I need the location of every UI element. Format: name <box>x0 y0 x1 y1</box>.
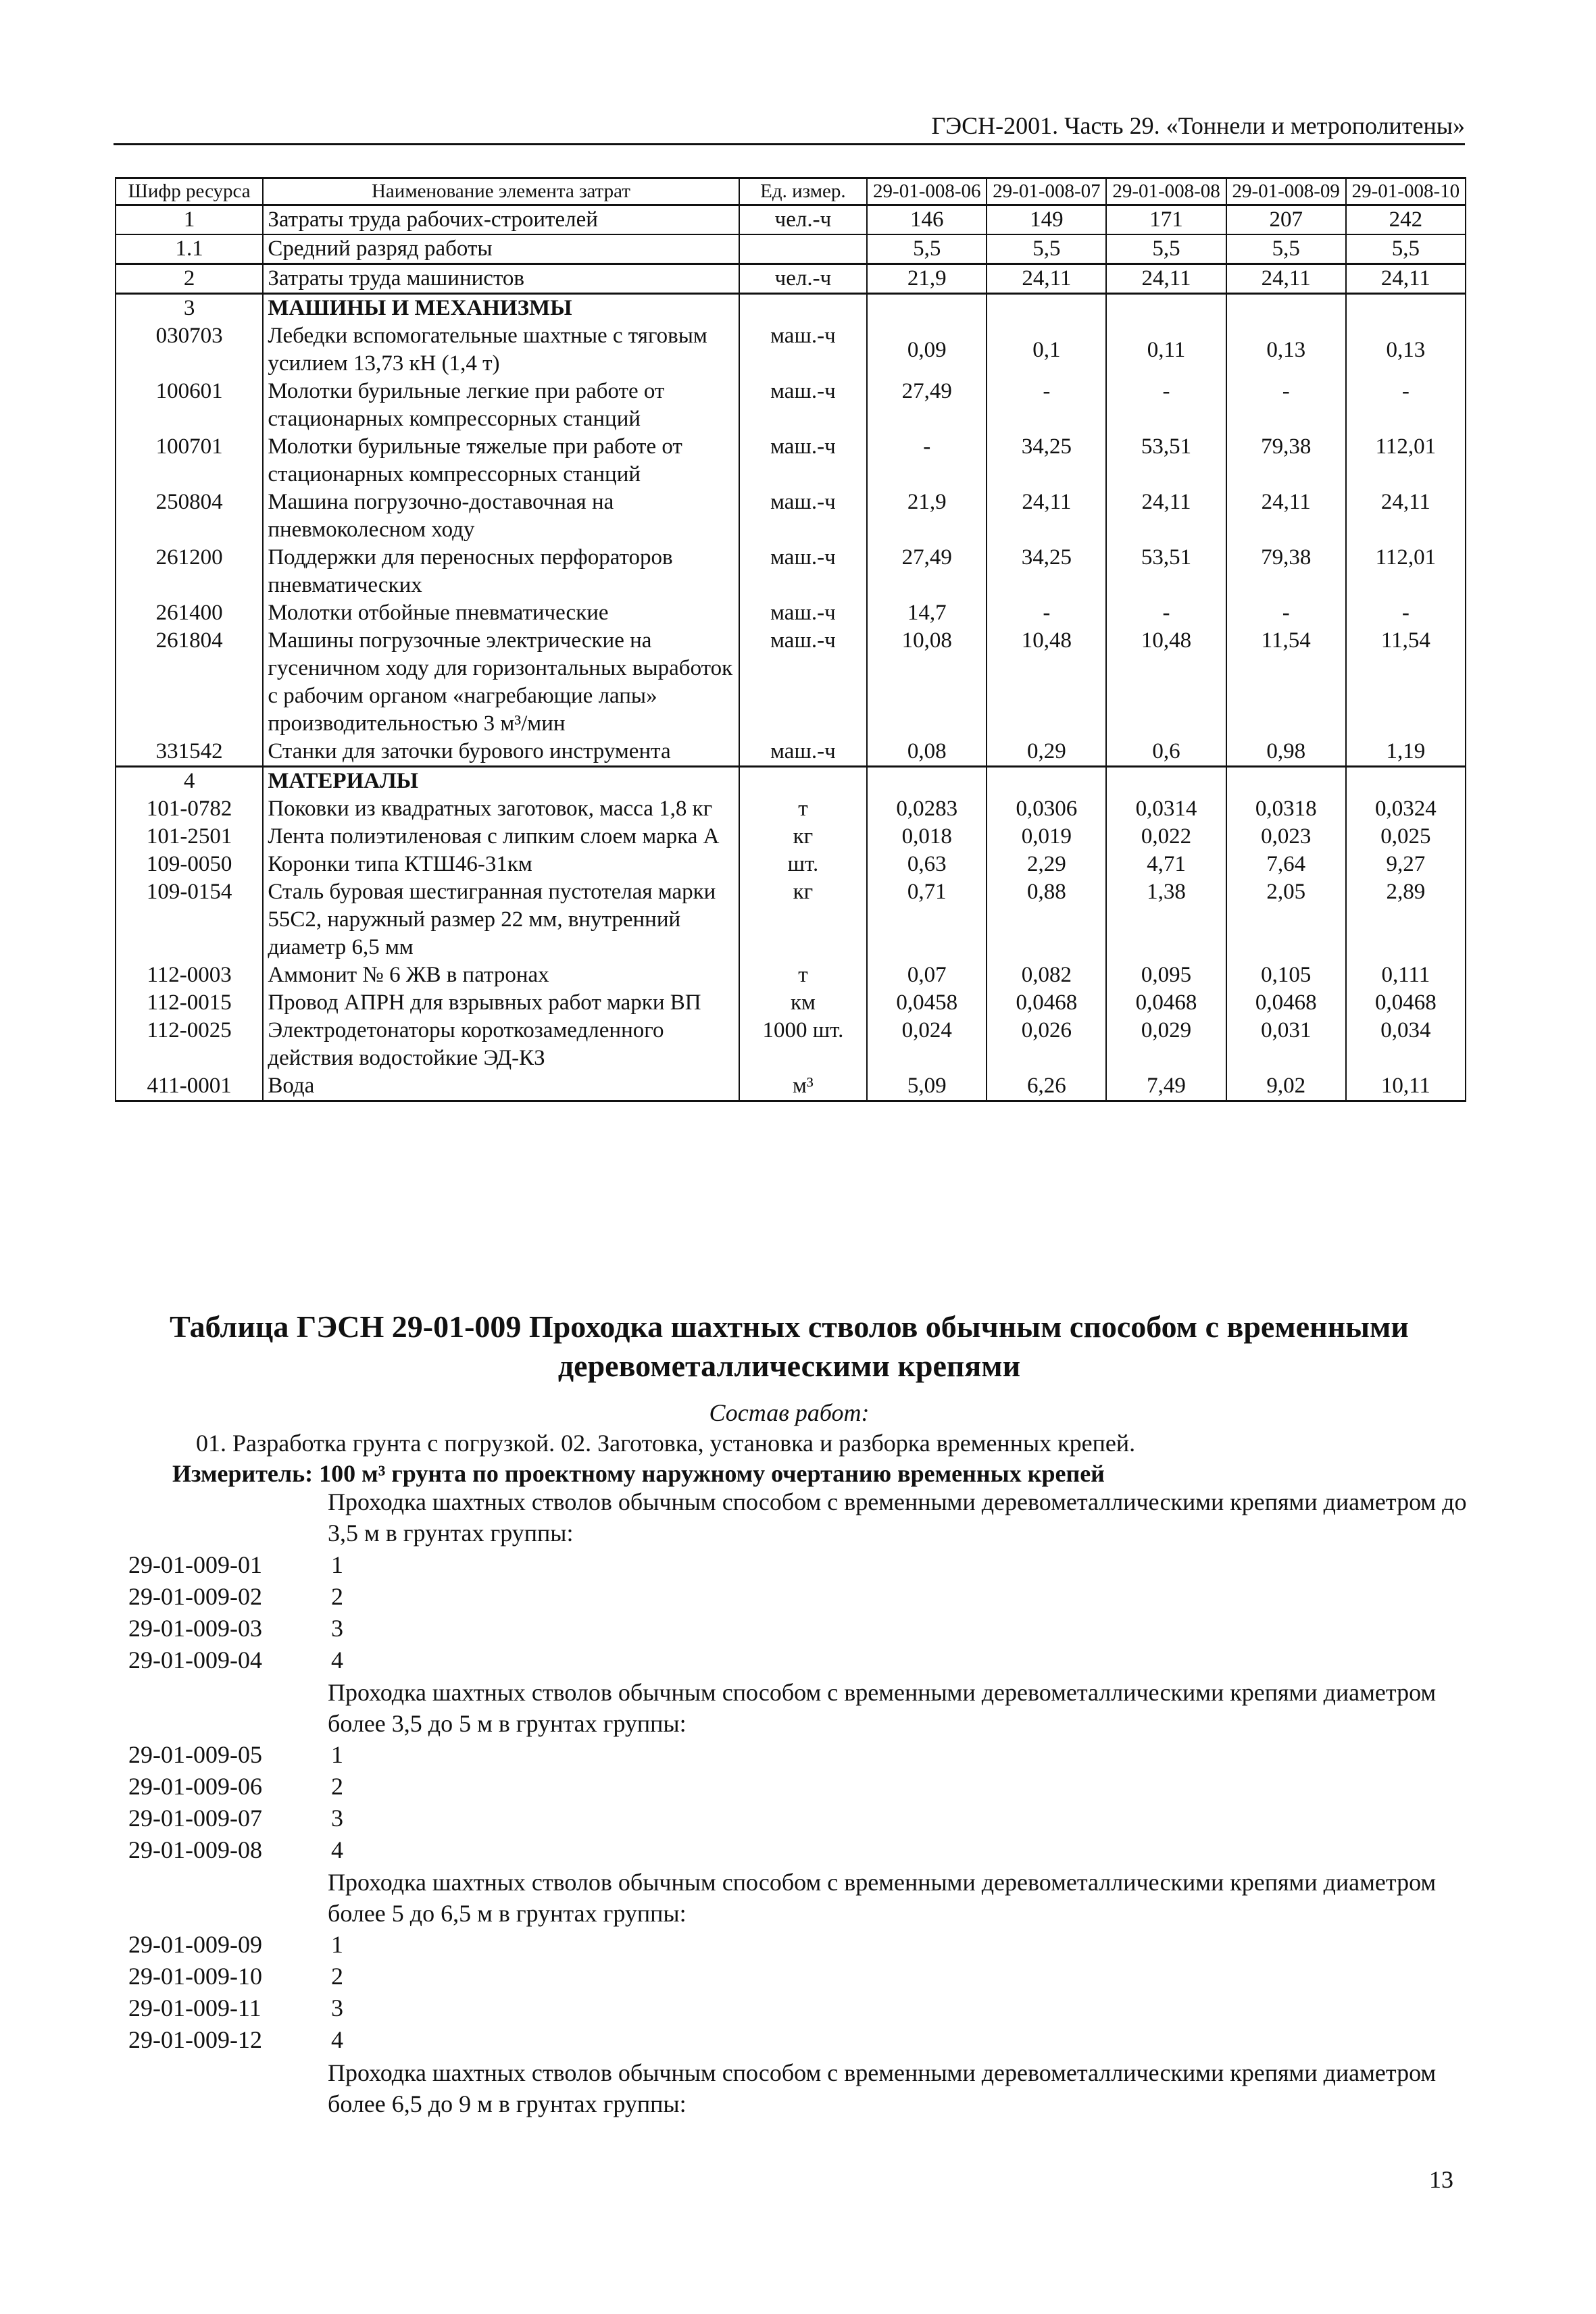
item-value: 2 <box>331 1963 343 1990</box>
list-item <box>128 2026 343 2054</box>
table-row <box>116 322 1466 378</box>
cell-value: 0,11 <box>1106 322 1226 378</box>
cell-value: 0,0283 <box>867 795 987 823</box>
cell-value: - <box>1106 599 1226 627</box>
cell-value: 2,89 <box>1346 878 1466 961</box>
cell-name: Машины погрузочные электрические на гусеничном ходу для горизонтальных выработок с рабочим органом «нагребающие лапы» производительностью 3 м³/мин <box>263 627 739 738</box>
cell-value: 2,05 <box>1226 878 1346 961</box>
table-row <box>116 878 1466 961</box>
cell-name: Вода <box>263 1072 739 1101</box>
cell-unit: маш.-ч <box>739 599 868 627</box>
cell-value: 242 <box>1346 205 1466 235</box>
cell-value <box>867 294 987 323</box>
table-row <box>116 378 1466 433</box>
cell-value: 5,5 <box>867 234 987 264</box>
table-row <box>116 989 1466 1017</box>
cell-value: 24,11 <box>1346 264 1466 294</box>
cell-value: 112,01 <box>1346 433 1466 488</box>
item-value: 1 <box>331 1551 343 1578</box>
cell-code: 261400 <box>116 599 263 627</box>
cell-value: 5,5 <box>987 234 1106 264</box>
cell-value: 27,49 <box>867 378 987 433</box>
item-code: 29-01-009-11 <box>128 1994 261 2021</box>
cell-name: Аммонит № 6 ЖВ в патронах <box>263 961 739 989</box>
cell-unit <box>739 767 868 796</box>
cell-unit: маш.-ч <box>739 488 868 544</box>
cell-name: Станки для заточки бурового инструмента <box>263 738 739 767</box>
cell-name: Затраты труда рабочих-строителей <box>263 205 739 235</box>
cell-code: 101-0782 <box>116 795 263 823</box>
list-item <box>128 1772 343 1801</box>
table-row <box>116 823 1466 851</box>
cell-value: 10,08 <box>867 627 987 738</box>
table-row <box>116 205 1466 235</box>
cell-unit: маш.-ч <box>739 433 868 488</box>
cell-name: МАТЕРИАЛЫ <box>263 767 739 796</box>
item-value: 3 <box>331 1615 343 1642</box>
cell-value: 207 <box>1226 205 1346 235</box>
cell-value: 0,0324 <box>1346 795 1466 823</box>
cell-value: 24,11 <box>987 488 1106 544</box>
cell-value: 1,38 <box>1106 878 1226 961</box>
cell-value: 21,9 <box>867 264 987 294</box>
cell-code: 411-0001 <box>116 1072 263 1101</box>
cell-value: 34,25 <box>987 433 1106 488</box>
cell-value: 7,49 <box>1106 1072 1226 1101</box>
cell-code: 109-0154 <box>116 878 263 961</box>
cell-value: 0,6 <box>1106 738 1226 767</box>
table-row <box>116 1072 1466 1101</box>
header-col-5: 29-01-008-10 <box>1346 178 1466 205</box>
cell-code: 250804 <box>116 488 263 544</box>
item-code: 29-01-009-12 <box>128 2026 262 2053</box>
item-code: 29-01-009-10 <box>128 1963 262 1990</box>
list-item <box>128 1836 343 1864</box>
composition-label: Состав работ: <box>709 1399 870 1426</box>
cell-value: 11,54 <box>1346 627 1466 738</box>
section-title: Таблица ГЭСН 29-01-009 Проходка шахтных стволов обычным способом с временными деревометаллическими крепями <box>170 1309 1409 1383</box>
cell-code: 261200 <box>116 544 263 599</box>
table-row <box>116 544 1466 599</box>
cell-value: 0,13 <box>1226 322 1346 378</box>
cell-value: 0,025 <box>1346 823 1466 851</box>
cell-value: 27,49 <box>867 544 987 599</box>
cell-value: 10,48 <box>987 627 1106 738</box>
table-row <box>116 795 1466 823</box>
cell-value: 10,11 <box>1346 1072 1466 1101</box>
list-item <box>128 1551 343 1579</box>
cell-code: 4 <box>116 767 263 796</box>
cell-value: - <box>1226 378 1346 433</box>
cell-value: 0,29 <box>987 738 1106 767</box>
list-item <box>128 1930 343 1959</box>
cell-value: 9,02 <box>1226 1072 1346 1101</box>
cell-unit: маш.-ч <box>739 544 868 599</box>
cell-value: 14,7 <box>867 599 987 627</box>
cell-value: 0,034 <box>1346 1017 1466 1072</box>
cell-code: 3 <box>116 294 263 323</box>
cell-name: Сталь буровая шестигранная пустотелая марки 55С2, наружный размер 22 мм, внутренний диаметр 6,5 мм <box>263 878 739 961</box>
cell-value: 0,98 <box>1226 738 1346 767</box>
cell-name: МАШИНЫ И МЕХАНИЗМЫ <box>263 294 739 323</box>
cell-name: Молотки отбойные пневматические <box>263 599 739 627</box>
cell-code: 109-0050 <box>116 851 263 878</box>
item-value: 4 <box>331 1646 343 1674</box>
cell-value: 0,111 <box>1346 961 1466 989</box>
cell-name: Машина погрузочно-доставочная на пневмоколесном ходу <box>263 488 739 544</box>
header-col-4: 29-01-008-09 <box>1226 178 1346 205</box>
item-value: 3 <box>331 1994 343 2021</box>
group-description: Проходка шахтных стволов обычным способом с временными деревометаллическими крепями диаметром более 6,5 до 9 м в грунтах группы: <box>328 2059 1437 2117</box>
header-code: Шифр ресурса <box>116 178 263 205</box>
item-code: 29-01-009-06 <box>128 1773 262 1800</box>
cell-unit: маш.-ч <box>739 322 868 378</box>
resource-table <box>115 177 1466 1102</box>
cell-value: 0,0306 <box>987 795 1106 823</box>
table-row <box>116 738 1466 767</box>
cell-value: 5,5 <box>1226 234 1346 264</box>
cell-value: 0,0468 <box>1106 989 1226 1017</box>
cell-value <box>1226 294 1346 323</box>
cell-value: 0,0468 <box>1226 989 1346 1017</box>
cell-name: Молотки бурильные тяжелые при работе от стационарных компрессорных станций <box>263 433 739 488</box>
cell-value <box>867 767 987 796</box>
cell-value: 0,71 <box>867 878 987 961</box>
cell-value: 24,11 <box>1226 264 1346 294</box>
list-item <box>128 1740 343 1769</box>
cell-value: 24,11 <box>1106 264 1226 294</box>
cell-name: Коронки типа КТШ46-31км <box>263 851 739 878</box>
cell-name: Поковки из квадратных заготовок, масса 1,8 кг <box>263 795 739 823</box>
cell-value: 5,5 <box>1346 234 1466 264</box>
item-code: 29-01-009-03 <box>128 1615 262 1642</box>
group-description: Проходка шахтных стволов обычным способом с временными деревометаллическими крепями диаметром более 5 до 6,5 м в грунтах группы: <box>328 1869 1437 1927</box>
cell-value: 6,26 <box>987 1072 1106 1101</box>
cell-unit: т <box>739 795 868 823</box>
cell-name: Электродетонаторы короткозамедленного действия водостойкие ЭД-КЗ <box>263 1017 739 1072</box>
item-code: 29-01-009-08 <box>128 1836 262 1863</box>
cell-code: 101-2501 <box>116 823 263 851</box>
cell-code: 1 <box>116 205 263 235</box>
cell-code: 100601 <box>116 378 263 433</box>
cell-value <box>1346 294 1466 323</box>
cell-code: 2 <box>116 264 263 294</box>
cell-value: 149 <box>987 205 1106 235</box>
table-row <box>116 851 1466 878</box>
cell-value: 0,0458 <box>867 989 987 1017</box>
cell-value: 0,095 <box>1106 961 1226 989</box>
table-row <box>116 488 1466 544</box>
cell-value: 0,0314 <box>1106 795 1226 823</box>
cell-value: - <box>987 599 1106 627</box>
item-code: 29-01-009-09 <box>128 1931 262 1958</box>
cell-value <box>1346 767 1466 796</box>
table-row <box>116 1017 1466 1072</box>
item-value: 1 <box>331 1741 343 1768</box>
header-col-3: 29-01-008-08 <box>1106 178 1226 205</box>
cell-value: 24,11 <box>1346 488 1466 544</box>
cell-value: 0,13 <box>1346 322 1466 378</box>
cell-value <box>1106 767 1226 796</box>
header-col-2: 29-01-008-07 <box>987 178 1106 205</box>
cell-code: 1.1 <box>116 234 263 264</box>
list-item <box>128 1994 343 2022</box>
cell-value: - <box>1346 599 1466 627</box>
cell-unit <box>739 234 868 264</box>
cell-value: 0,019 <box>987 823 1106 851</box>
cell-value: 5,09 <box>867 1072 987 1101</box>
cell-value: 0,0318 <box>1226 795 1346 823</box>
table-row <box>116 433 1466 488</box>
cell-unit <box>739 294 868 323</box>
group-description: Проходка шахтных стволов обычным способом с временными деревометаллическими крепями диаметром до 3,5 м в грунтах группы: <box>328 1488 1467 1546</box>
table-row <box>116 961 1466 989</box>
cell-unit: 1000 шт. <box>739 1017 868 1072</box>
cell-value: 10,48 <box>1106 627 1226 738</box>
cell-unit: маш.-ч <box>739 378 868 433</box>
cell-code: 100701 <box>116 433 263 488</box>
cell-value: 11,54 <box>1226 627 1346 738</box>
item-value: 2 <box>331 1773 343 1800</box>
cell-value: 5,5 <box>1106 234 1226 264</box>
cell-value: 0,026 <box>987 1017 1106 1072</box>
list-item <box>128 1962 343 1990</box>
cell-unit: т <box>739 961 868 989</box>
cell-value: 53,51 <box>1106 544 1226 599</box>
cell-value: 0,023 <box>1226 823 1346 851</box>
cell-value: 0,031 <box>1226 1017 1346 1072</box>
cell-name: Провод АПРН для взрывных работ марки ВП <box>263 989 739 1017</box>
cell-value: 0,082 <box>987 961 1106 989</box>
cell-code: 112-0015 <box>116 989 263 1017</box>
cell-value: - <box>1226 599 1346 627</box>
cell-value: 79,38 <box>1226 433 1346 488</box>
cell-code: 331542 <box>116 738 263 767</box>
cell-value: 0,88 <box>987 878 1106 961</box>
table-header-row <box>116 178 1466 205</box>
table-row <box>116 599 1466 627</box>
cell-value <box>1106 294 1226 323</box>
cell-value: 7,64 <box>1226 851 1346 878</box>
cell-unit: м³ <box>739 1072 868 1101</box>
cell-name: Молотки бурильные легкие при работе от стационарных компрессорных станций <box>263 378 739 433</box>
cell-value: 21,9 <box>867 488 987 544</box>
cell-value: 0,022 <box>1106 823 1226 851</box>
cell-value: 0,0468 <box>987 989 1106 1017</box>
cell-code: 030703 <box>116 322 263 378</box>
item-value: 1 <box>331 1931 343 1958</box>
item-value: 3 <box>331 1805 343 1832</box>
list-item <box>128 1614 343 1642</box>
item-code: 29-01-009-07 <box>128 1805 262 1832</box>
cell-value: 0,0468 <box>1346 989 1466 1017</box>
cell-value: 112,01 <box>1346 544 1466 599</box>
cell-value: 2,29 <box>987 851 1106 878</box>
header-unit: Ед. измер. <box>739 178 868 205</box>
cell-value: 0,024 <box>867 1017 987 1072</box>
list-item <box>128 1582 343 1611</box>
item-value: 4 <box>331 1836 343 1863</box>
cell-value: - <box>987 378 1106 433</box>
cell-value: 146 <box>867 205 987 235</box>
cell-value: 24,11 <box>1106 488 1226 544</box>
cell-name: Лебедки вспомогательные шахтные с тяговым усилием 13,73 кН (1,4 т) <box>263 322 739 378</box>
cell-value: 24,11 <box>1226 488 1346 544</box>
cell-value <box>1226 767 1346 796</box>
page-number: 13 <box>1429 2166 1453 2193</box>
cell-value: 0,63 <box>867 851 987 878</box>
cell-value: 0,09 <box>867 322 987 378</box>
cell-unit: чел.-ч <box>739 205 868 235</box>
cell-value: 0,08 <box>867 738 987 767</box>
cell-value: 0,018 <box>867 823 987 851</box>
group-description: Проходка шахтных стволов обычным способом с временными деревометаллическими крепями диаметром более 3,5 до 5 м в грунтах группы: <box>328 1679 1437 1737</box>
cell-name: Поддержки для переносных перфораторов пневматических <box>263 544 739 599</box>
cell-value: 79,38 <box>1226 544 1346 599</box>
cell-value: - <box>1106 378 1226 433</box>
cell-code: 112-0003 <box>116 961 263 989</box>
cell-name: Затраты труда машинистов <box>263 264 739 294</box>
cell-value: 0,029 <box>1106 1017 1226 1072</box>
cell-value <box>987 767 1106 796</box>
cell-value: 0,105 <box>1226 961 1346 989</box>
item-code: 29-01-009-01 <box>128 1551 262 1578</box>
cell-value: 171 <box>1106 205 1226 235</box>
cell-value: 0,07 <box>867 961 987 989</box>
cell-value: 9,27 <box>1346 851 1466 878</box>
item-code: 29-01-009-05 <box>128 1741 262 1768</box>
cell-code: 112-0025 <box>116 1017 263 1072</box>
cell-name: Средний разряд работы <box>263 234 739 264</box>
cell-value: 34,25 <box>987 544 1106 599</box>
section-row-machines <box>116 294 1466 323</box>
section-row-materials <box>116 767 1466 796</box>
composition-text: 01. Разработка грунта с погрузкой. 02. Заготовка, установка и разборка временных крепей. <box>196 1430 1136 1457</box>
cell-value: 1,19 <box>1346 738 1466 767</box>
cell-value: - <box>867 433 987 488</box>
cell-value: 53,51 <box>1106 433 1226 488</box>
list-item <box>128 1646 343 1674</box>
header-col-1: 29-01-008-06 <box>867 178 987 205</box>
cell-value: - <box>1346 378 1466 433</box>
header-rule <box>114 143 1465 145</box>
cell-value: 0,1 <box>987 322 1106 378</box>
cell-unit: км <box>739 989 868 1017</box>
cell-unit: маш.-ч <box>739 738 868 767</box>
item-value: 4 <box>331 2026 343 2053</box>
cell-code: 261804 <box>116 627 263 738</box>
running-header: ГЭСН-2001. Часть 29. «Тоннели и метрополитены» <box>931 112 1465 139</box>
item-code: 29-01-009-02 <box>128 1583 262 1610</box>
cell-unit: шт. <box>739 851 868 878</box>
header-name: Наименование элемента затрат <box>263 178 739 205</box>
cell-value: 24,11 <box>987 264 1106 294</box>
cell-value <box>987 294 1106 323</box>
list-item <box>128 1804 343 1832</box>
cell-name: Лента полиэтиленовая с липким слоем марка А <box>263 823 739 851</box>
meter-line: Измеритель: 100 м³ грунта по проектному наружному очертанию временных крепей <box>172 1460 1105 1487</box>
table-row <box>116 234 1466 264</box>
cell-value: 4,71 <box>1106 851 1226 878</box>
cell-unit: маш.-ч <box>739 627 868 738</box>
table-row <box>116 627 1466 738</box>
item-value: 2 <box>331 1583 343 1610</box>
table-row <box>116 264 1466 294</box>
cell-unit: кг <box>739 823 868 851</box>
cell-unit: кг <box>739 878 868 961</box>
cell-unit: чел.-ч <box>739 264 868 294</box>
item-code: 29-01-009-04 <box>128 1646 262 1674</box>
